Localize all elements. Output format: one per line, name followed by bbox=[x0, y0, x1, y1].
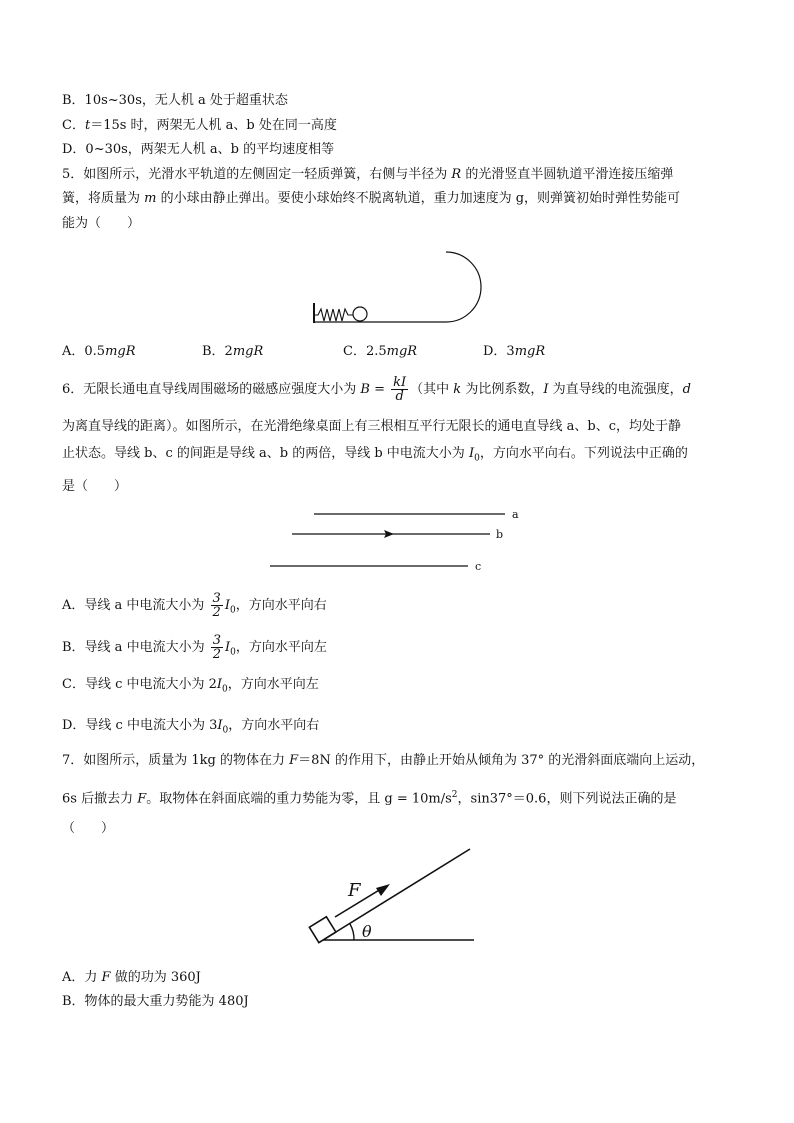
q6-formula-fraction: $\frac{kI}{d}$ bbox=[393, 375, 407, 404]
q6-stem-line1: 6．无限长通电直导线周围磁场的磁感应强度大小为 B = $\frac{kI}{d}$ （其中 k 为比例系数，I 为直导线的电流强度，d bbox=[62, 375, 691, 404]
wire-b-label: b bbox=[496, 528, 504, 541]
wire-a-label: a bbox=[512, 508, 519, 521]
q7-force-arrowhead bbox=[376, 884, 390, 896]
q5-ball bbox=[353, 307, 367, 321]
q7-incline bbox=[323, 849, 470, 940]
q4-option-d: D．0~30s，两架无人机 a、b 的平均速度相等 bbox=[62, 142, 335, 157]
q7-incline-diagram bbox=[0, 840, 794, 950]
q7-force-label: F bbox=[348, 880, 361, 901]
q7-stem-line2: 6s 后撤去力 F。取物体在斜面底端的重力势能为零，且 $g = 10m/s^2$，sin37°＝0.6，则下列说法正确的是 bbox=[62, 790, 677, 807]
q6-option-c: C．导线 c 中电流大小为 $2I_0$，方向水平向左 bbox=[62, 677, 319, 695]
q5-spring bbox=[314, 309, 353, 321]
q6-option-d: D．导线 c 中电流大小为 $3I_0$，方向水平向右 bbox=[62, 718, 320, 736]
q5-option-a: A．0.5mgR bbox=[62, 344, 136, 359]
q7-theta-label: θ bbox=[362, 922, 372, 941]
q5-semicircle-track bbox=[446, 252, 481, 322]
q5-track-diagram bbox=[0, 245, 794, 325]
q7-stem-line1: 7．如图所示，质量为 1kg 的物体在力 F＝8N 的作用下，由静止开始从倾角为 37° 的光滑斜面底端向上运动， bbox=[62, 753, 705, 768]
q6-stem-line2: 为离直导线的距离）。如图所示，在光滑绝缘桌面上有三根相互平行无限长的通电直导线 a、b、c，均处于静 bbox=[62, 419, 681, 434]
q6-stem-line3: 止状态。导线 b、c 的间距是导线 a、b 的两倍，导线 b 中电流大小为 $I_0$，方向水平向右。下列说法中正确的 bbox=[62, 446, 688, 464]
wire-c-label: c bbox=[475, 560, 482, 573]
q7-option-b: B．物体的最大重力势能为 480J bbox=[62, 994, 249, 1009]
q6-option-b: B．导线 a 中电流大小为 $\frac{3}{2}$ $I_0$，方向水平向左 bbox=[62, 633, 327, 662]
q6-stem-line4: 是（ ） bbox=[62, 479, 128, 494]
q7-angle-arc bbox=[350, 924, 354, 940]
q5-stem-line2: 簧，将质量为 m 的小球由静止弹出。要使小球始终不脱离轨道，重力加速度为 g，则弹簧初始时弹性势能可 bbox=[62, 191, 681, 206]
q7-block bbox=[309, 917, 335, 943]
q5-option-b: B．2mgR bbox=[202, 344, 264, 359]
q5-stem-line3: 能为（ ） bbox=[62, 216, 141, 231]
q4-option-c: C．t＝15s 时，两架无人机 a、b 处在同一高度 bbox=[62, 118, 337, 133]
q5-stem-line1: 5．如图所示，光滑水平轨道的左侧固定一轻质弹簧，右侧与半径为 R 的光滑竖直半圆轨道平滑连接压缩弹 bbox=[62, 167, 674, 182]
q7-option-a: A．力 F 做的功为 360J bbox=[62, 970, 201, 985]
q5-option-d: D．3mgR bbox=[483, 344, 546, 359]
q4-option-b: B．10s~30s，无人机 a 处于超重状态 bbox=[62, 93, 288, 108]
q6-option-a: A．导线 a 中电流大小为 $\frac{3}{2}$ $I_0$，方向水平向右 bbox=[62, 591, 327, 620]
q7-stem-line3: （ ） bbox=[62, 821, 115, 836]
q5-option-c: C．2.5mgR bbox=[343, 344, 418, 359]
q6-wires-diagram bbox=[0, 505, 794, 575]
